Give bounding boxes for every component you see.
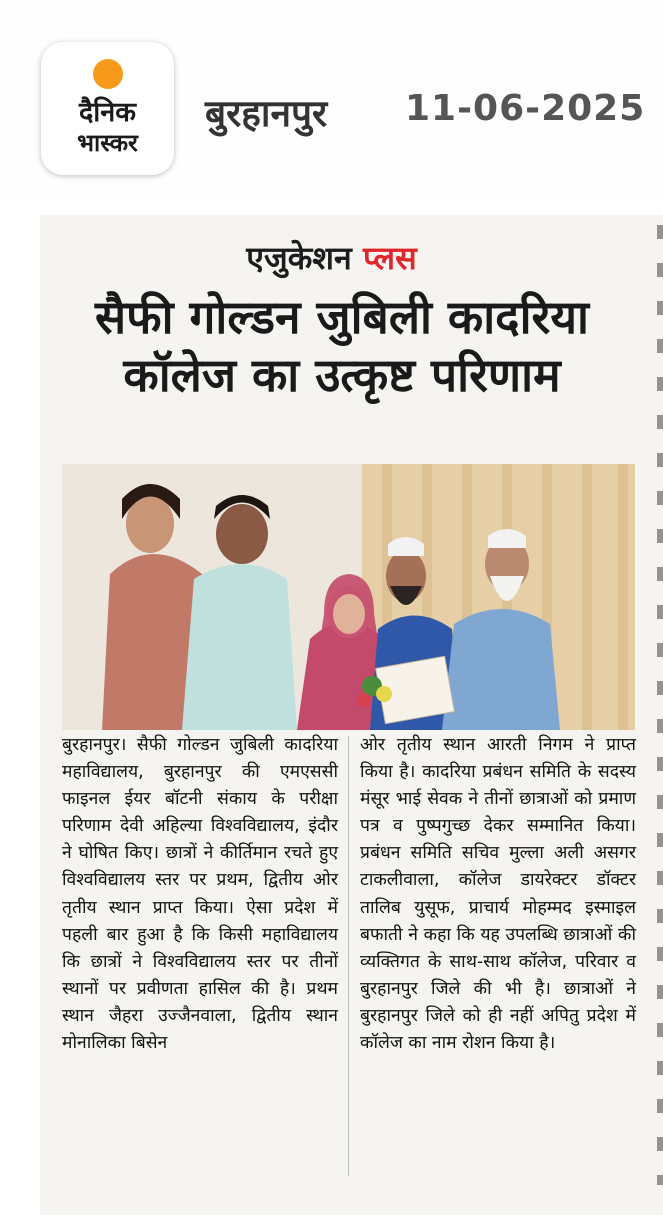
article-headline: सैफी गोल्डन जुबिली कादरिया कॉलेज का उत्कृष्ट परिणाम [95,290,589,402]
sun-icon [93,59,123,89]
edition-date: 11-06-2025 [405,88,646,129]
article-body-column-left: बुरहानपुर। सैफी गोल्डन जुबिली कादरिया महाविद्यालय, बुरहानपुर की एमएससी फाइनल ईयर बॉटनी संकाय के परीक्षा परिणाम देवी अहिल्या विश्वविद्यालय, इंदौर ने घोषित किए। छात्रों ने कीर्तिमान रचते हुए विश्वविद्यालय स्तर पर प्रथम, द्वितीय ओर तृतीय स्थान प्राप्त किया। ऐसा प्रदेश में पहली बार हुआ है कि किसी महाविद्यालय कि छात्रों ने विश्वविद्यालय स्तर पर तीनों स्थानों पर प्रवीणता हासिल की है। प्रथम स्थान जैहरा उज्जैनवाला, द्वितीय स्थान मोनालिका बिसेन [62,735,338,1054]
kicker-accent-label: प्लस [362,239,417,277]
section-kicker [0,236,663,279]
logo-text-line1: दैनिक [78,97,137,128]
app-header [0,0,663,200]
logo-text-line2: भास्कर [77,129,138,157]
column-divider [348,736,349,1176]
kicker-label: एजुकेशन [246,239,352,277]
article-body-column-right: ओर तृतीय स्थान आरती निगम ने प्राप्त किया है। कादरिया प्रबंधन समिति के सदस्य मंसूर भाई सेवक ने तीनों छात्राओं को प्रमाण पत्र व पुष्पगुच्छ देकर सम्मानित किया। प्रबंधन समिति सचिव मुल्ला अली असगर टाकलीवाला, कॉलेज डायरेक्टर डॉक्टर तालिब युसूफ, प्राचार्य मोहम्मद इस्माइल बफाती ने कहा कि यह उपलब्धि छात्राओं की व्यक्तिगत के साथ-साथ कॉलेज, परिवार व बुरहानपुर जिले की भी है। छात्राओं ने बुरहानपुर जिले को ही नहीं अपितु प्रदेश में कॉलेज का नाम रोशन किया है। [360,735,636,1054]
article-photo [62,464,635,730]
adjacent-column-edge [657,225,663,1185]
award-ceremony-photo [62,464,635,730]
edition-city: बुरहानपुर [205,92,328,135]
dainik-bhaskar-logo[interactable] [41,42,174,175]
